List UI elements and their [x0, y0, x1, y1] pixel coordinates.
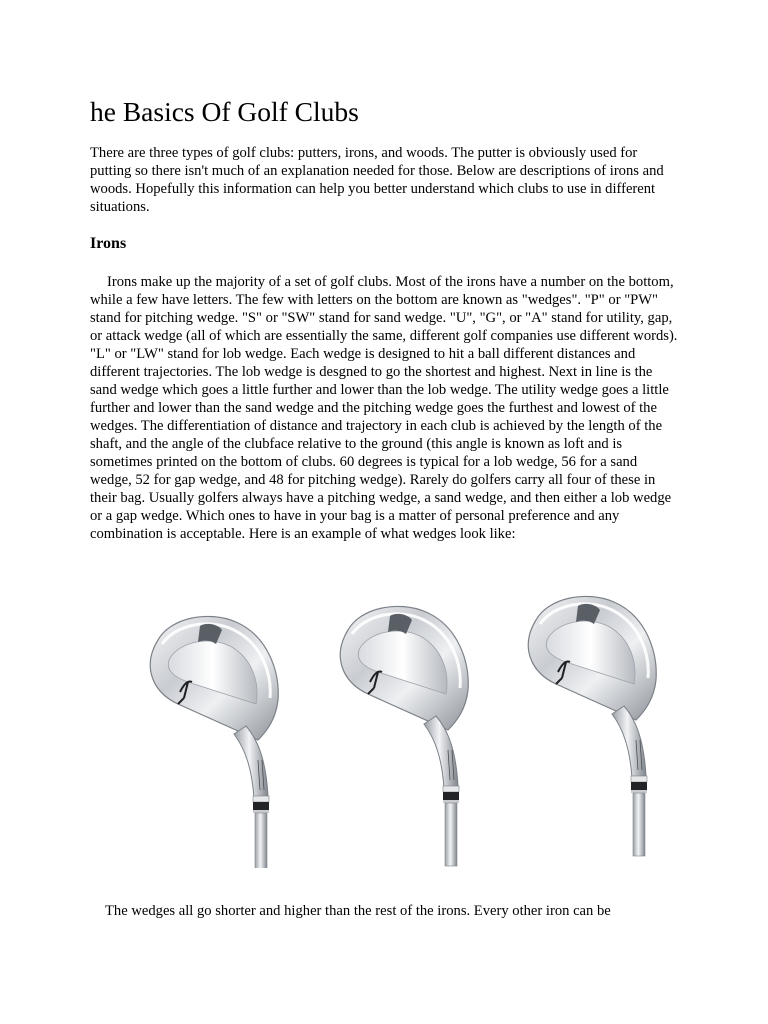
- wedge-club-2: [340, 606, 468, 866]
- closing-paragraph: The wedges all go shorter and higher than the rest of the irons. Every other iron can be: [105, 903, 611, 919]
- intro-paragraph: There are three types of golf clubs: putters, irons, and woods. The putter is obviously used for putting so there isn't much of an explanation needed for those. Below are descriptions of irons and woods. Hopefully this information can help you better understand which clubs to use in different situations.: [90, 145, 664, 215]
- section-heading-irons: Irons: [90, 235, 127, 252]
- wedges-image: [118, 590, 668, 868]
- wedges-figure: [118, 590, 668, 868]
- wedge-club-1: [150, 616, 278, 868]
- wedge-club-3: [528, 596, 656, 856]
- irons-paragraph: Irons make up the majority of a set of golf clubs. Most of the irons have a number on the bottom, while a few have letters. The few with letters on the bottom are known as "wedges". "P" or "PW" stand for pitching wedge. "S" or "SW" stand for sand wedge. "U", "G", or "A" stand for utility, gap, or attack wedge (all of which are essentially the same, different golf companies use different words). "L" or "LW" stand for lob wedge. Each wedge is designed to hit a ball different distances and different trajectories. The lob wedge is desgned to go the shortest and highest. Next in line is the sand wedge which goes a little further and lower than the lob wedge. The utility wedge goes a little further and lower than the sand wedge and the pitching wedge goes the furthest and lowest of the wedges. The differentiation of distance and trajectory in each club is achieved by the length of the shaft, and the angle of the clubface relative to the ground (this angle is known as loft and is sometimes printed on the bottom of clubs. 60 degrees is typical for a lob wedge, 56 for a sand wedge, 52 for gap wedge, and 48 for pitching wedge). Rarely do golfers carry all four of these in their bag. Usually golfers always have a pitching wedge, a sand wedge, and then either a lob wedge or a gap wedge. Which ones to have in your bag is a matter of personal preference and any combination is acceptable. Here is an example of what wedges look like:: [90, 274, 678, 542]
- document-title: he Basics Of Golf Clubs: [90, 96, 359, 127]
